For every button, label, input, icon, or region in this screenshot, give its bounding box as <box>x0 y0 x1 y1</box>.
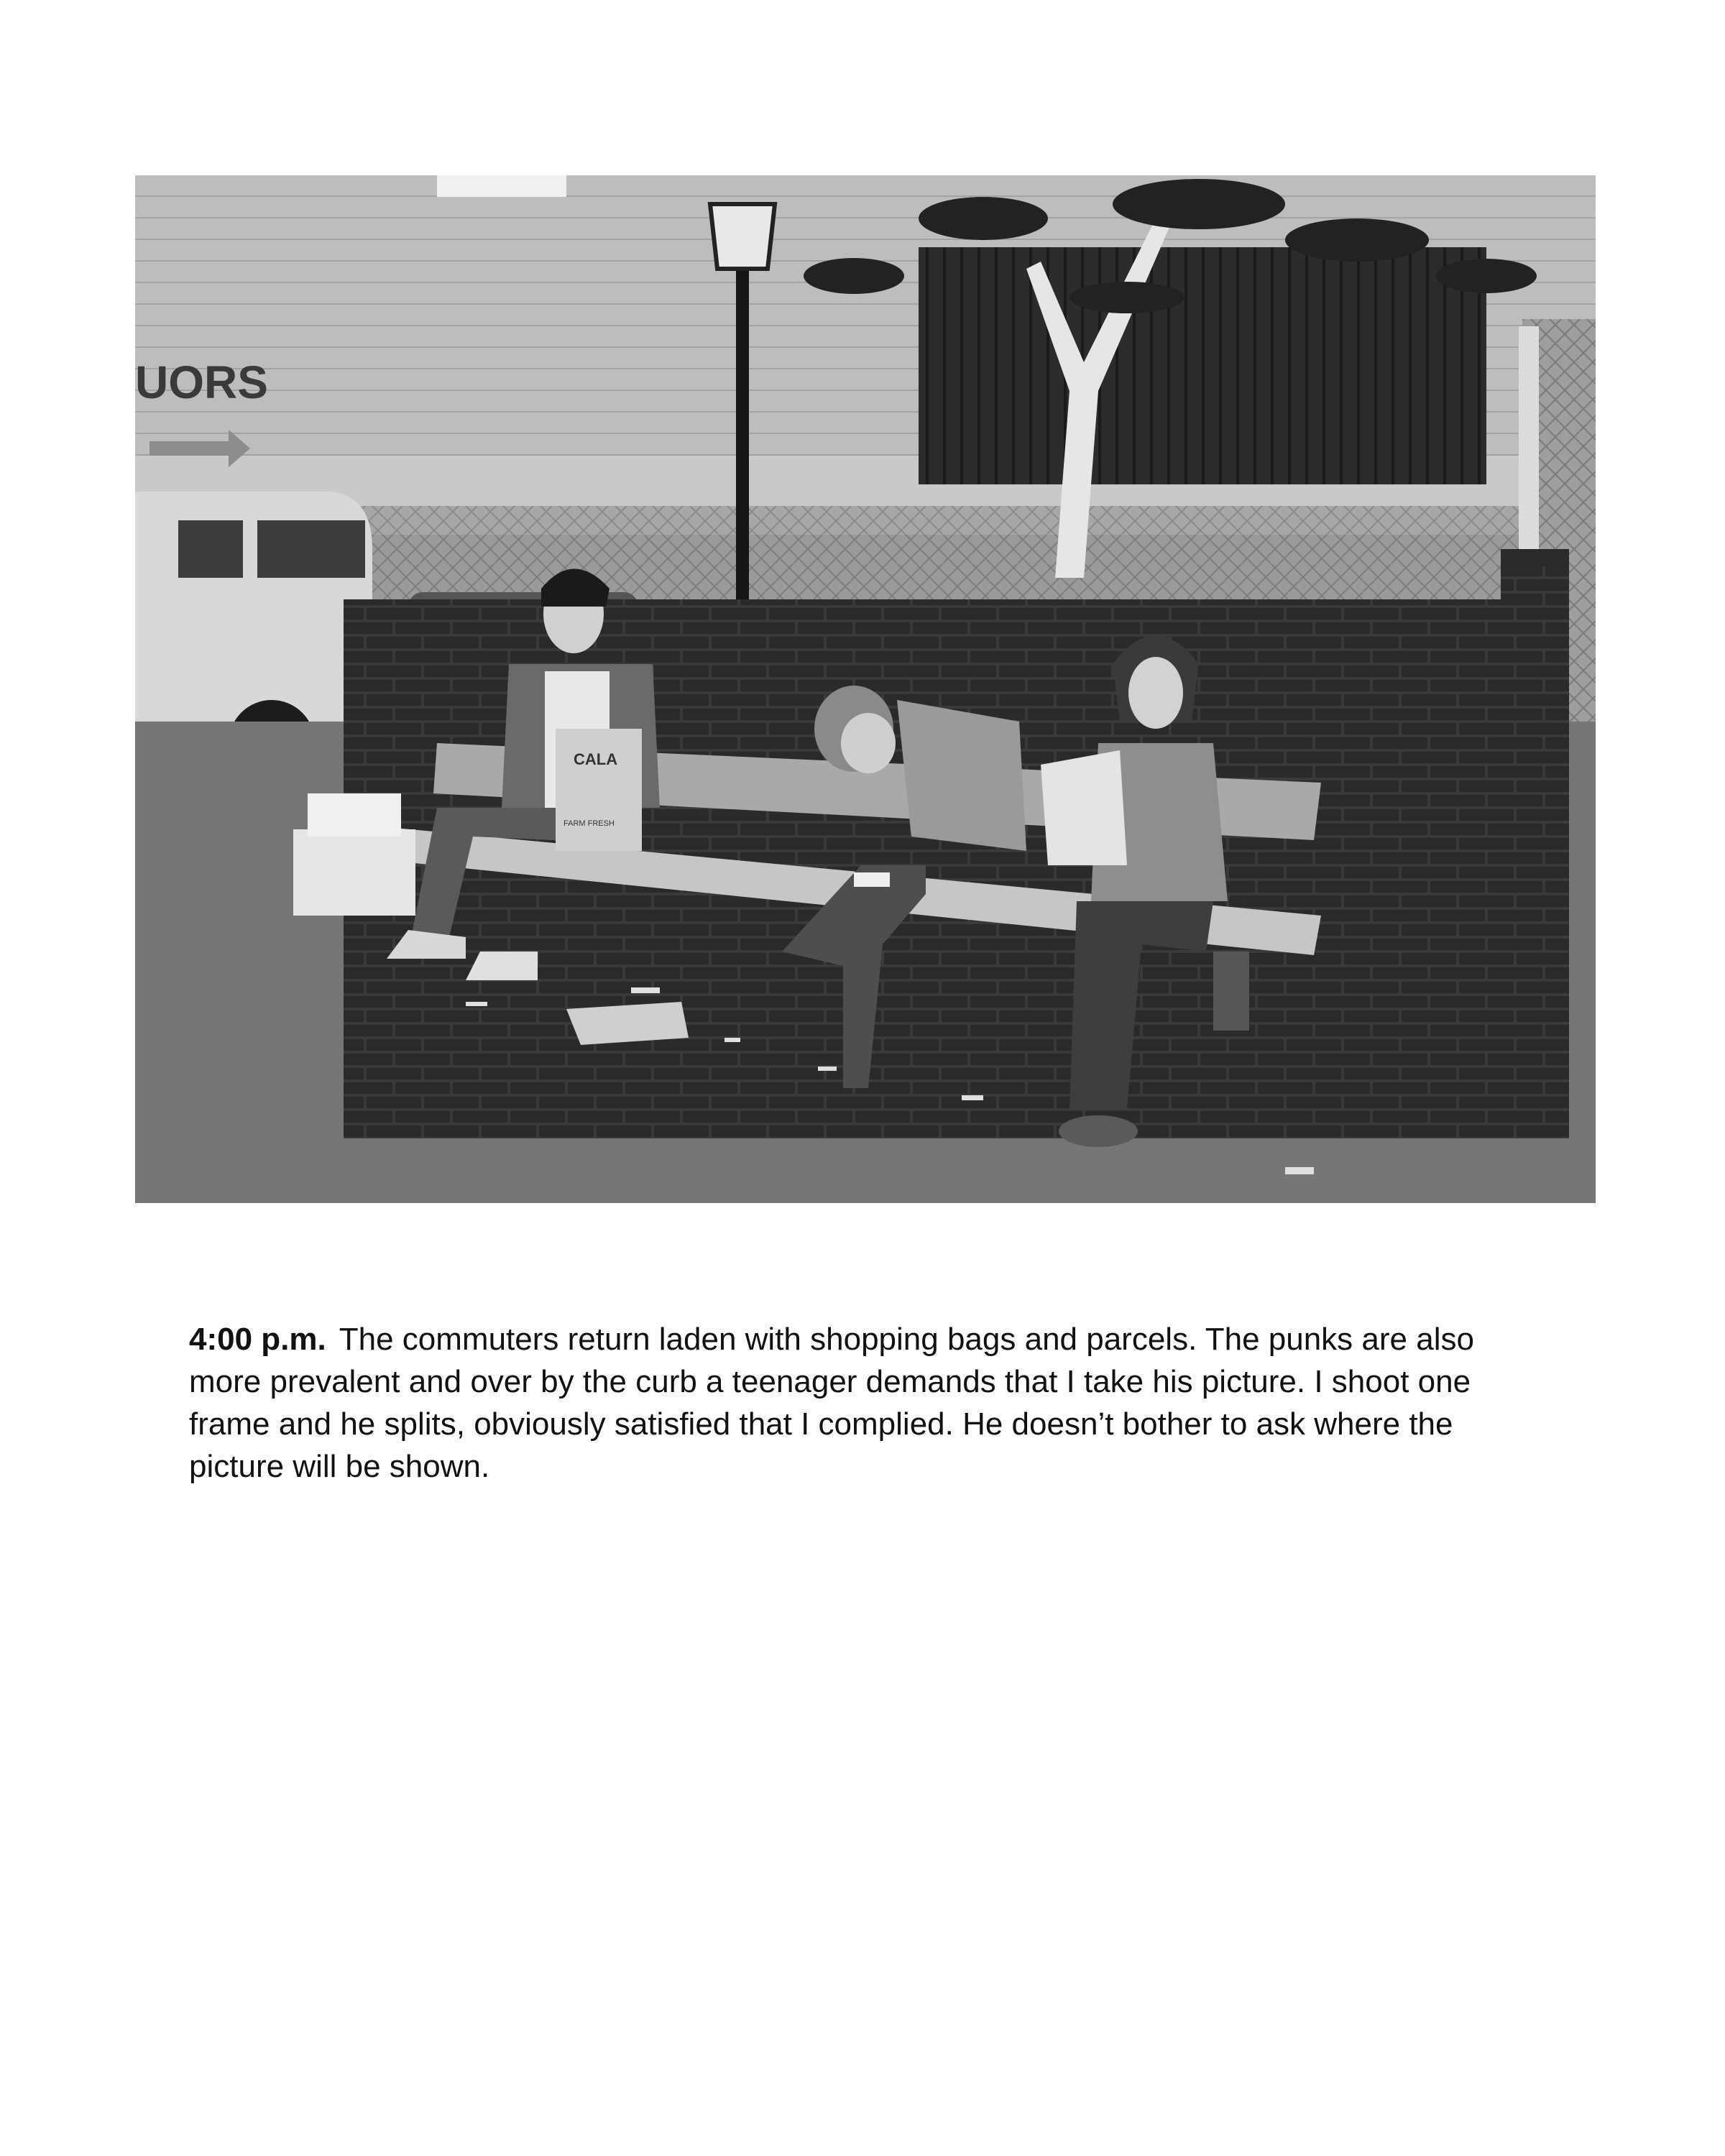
bag-label-small: FARM FRESH <box>564 819 615 828</box>
brick-wall-end <box>1501 563 1569 1138</box>
caption-text: The commuters return laden with shopping bags and parcels. The punks are also more prevalent and over by the curb a teenager demands that I take his picture. I shoot one frame and he splits, obviously satisfied that I complied. He doesn’t bother to ask where the picture will be shown. <box>189 1322 1474 1484</box>
photo-scene <box>135 175 1596 1203</box>
street-photograph <box>135 175 1596 1203</box>
caption-time: 4:00 p.m. <box>189 1322 326 1357</box>
bag-label: CALA <box>574 750 618 768</box>
grocery-bag <box>556 729 642 851</box>
lamp-head <box>710 204 775 269</box>
shopping-bag <box>1041 750 1127 865</box>
sign-lettering: UORS <box>135 356 268 408</box>
wooden-fence <box>919 247 1486 484</box>
building-window <box>437 175 566 197</box>
photo-caption <box>189 1318 1555 1488</box>
cardboard-box <box>293 829 415 916</box>
bench-leg <box>1213 952 1249 1031</box>
chain-link-fence <box>279 506 1594 599</box>
